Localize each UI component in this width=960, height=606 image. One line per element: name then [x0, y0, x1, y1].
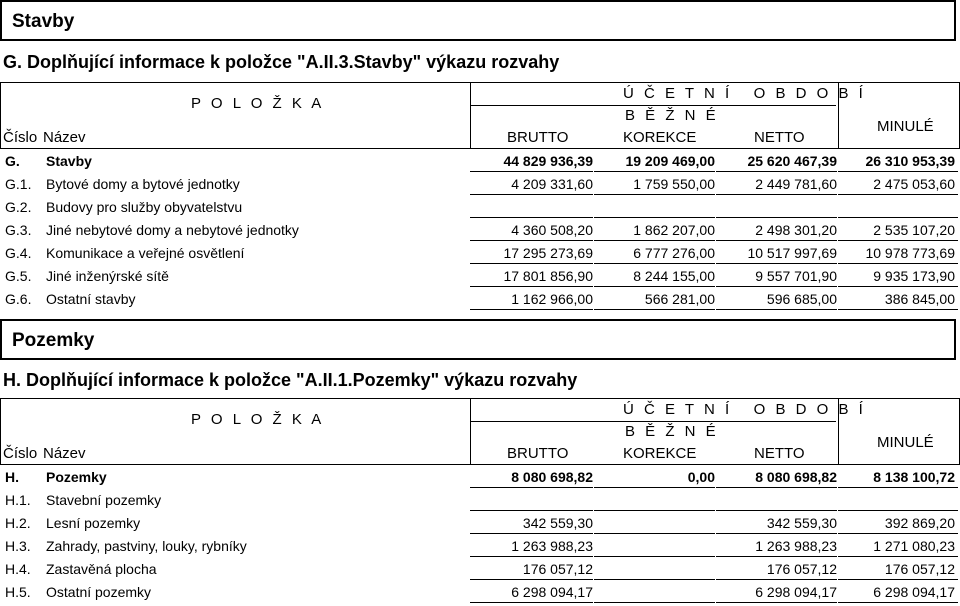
cell-brutto: 1 162 966,00 — [511, 291, 593, 307]
cell-korekce: 6 777 276,00 — [633, 245, 715, 261]
header-cislo: Číslo — [3, 445, 38, 462]
row-divider — [838, 263, 958, 264]
header-korekce: KOREKCE — [623, 129, 697, 146]
header-ucetni-obdobi: Ú Č E T N Í O B D O B Í — [623, 85, 866, 102]
row-divider — [470, 194, 593, 195]
cell-minule: 2 535 107,20 — [873, 222, 955, 238]
cell-minule: 10 978 773,69 — [865, 245, 955, 261]
header-minule: MINULÉ — [877, 434, 934, 451]
row-divider — [470, 309, 593, 310]
cell-nazev: Stavby — [46, 153, 92, 169]
section-title-box-stavby — [0, 0, 956, 41]
row-divider — [838, 579, 958, 580]
cell-nazev: Komunikace a veřejné osvětlení — [46, 245, 245, 261]
cell-cislo: G.4. — [5, 245, 32, 261]
row-divider — [594, 533, 715, 534]
cell-nazev: Zastavěná plocha — [46, 561, 157, 577]
row-divider — [594, 510, 715, 511]
row-divider — [838, 487, 958, 488]
row-divider — [470, 510, 593, 511]
cell-nazev: Pozemky — [46, 469, 107, 485]
section-title: Pozemky — [12, 330, 95, 351]
row-divider — [470, 240, 593, 241]
row-divider — [716, 602, 837, 603]
cell-brutto: 342 559,30 — [522, 515, 593, 531]
cell-cislo: G.5. — [5, 268, 32, 284]
cell-korekce: 19 209 469,00 — [625, 153, 715, 169]
header-netto: NETTO — [754, 129, 805, 146]
row-divider — [838, 194, 958, 195]
cell-korekce: 8 244 155,00 — [633, 268, 715, 284]
row-divider — [716, 217, 837, 218]
cell-brutto: 8 080 698,82 — [511, 469, 593, 485]
cell-nazev: Bytové domy a bytové jednotky — [46, 176, 240, 192]
row-divider — [594, 217, 715, 218]
cell-brutto: 4 209 331,60 — [511, 176, 593, 192]
cell-brutto: 17 295 273,69 — [503, 245, 593, 261]
cell-minule: 1 271 080,23 — [873, 538, 955, 554]
cell-brutto: 44 829 936,39 — [503, 153, 593, 169]
row-divider — [594, 263, 715, 264]
row-divider — [594, 487, 715, 488]
cell-nazev: Zahrady, pastviny, louky, rybníky — [46, 538, 247, 554]
cell-minule: 2 475 053,60 — [873, 176, 955, 192]
row-divider — [838, 556, 958, 557]
cell-netto: 2 498 301,20 — [755, 222, 837, 238]
row-divider — [716, 309, 837, 310]
header-polozka: P O L O Ž K A — [191, 95, 325, 112]
cell-korekce: 566 281,00 — [644, 291, 715, 307]
row-divider — [470, 171, 593, 172]
header-korekce: KOREKCE — [623, 445, 697, 462]
header-netto: NETTO — [754, 445, 805, 462]
cell-minule: 9 935 173,90 — [873, 268, 955, 284]
header-bezne: B Ě Ž N É — [625, 107, 719, 124]
cell-nazev: Lesní pozemky — [46, 515, 141, 531]
row-divider — [716, 533, 837, 534]
row-divider — [716, 556, 837, 557]
section-title-box-pozemky — [0, 319, 956, 360]
section-subtitle: H. Doplňující informace k položce "A.II.1.Pozemky" výkazu rozvahy — [3, 370, 578, 390]
cell-minule: 386 845,00 — [884, 291, 955, 307]
cell-nazev: Jiné inženýrské sítě — [46, 268, 169, 284]
cell-brutto: 4 360 508,20 — [511, 222, 593, 238]
row-divider — [716, 510, 837, 511]
cell-cislo: H.3. — [5, 538, 31, 554]
header-minule: MINULÉ — [877, 118, 934, 135]
cell-nazev: Ostatní stavby — [46, 291, 136, 307]
header-brutto: BRUTTO — [507, 129, 569, 146]
row-divider — [838, 510, 958, 511]
cell-cislo: G.1. — [5, 176, 32, 192]
row-divider — [470, 487, 593, 488]
cell-cislo: G.6. — [5, 291, 32, 307]
row-divider — [470, 533, 593, 534]
header-polozka: P O L O Ž K A — [191, 411, 325, 428]
row-divider — [594, 240, 715, 241]
cell-nazev: Jiné nebytové domy a nebytové jednotky — [46, 222, 299, 238]
row-divider — [470, 217, 593, 218]
row-divider — [838, 171, 958, 172]
cell-netto: 2 449 781,60 — [755, 176, 837, 192]
cell-cislo: G. — [5, 153, 20, 169]
row-divider — [470, 602, 593, 603]
row-divider — [594, 556, 715, 557]
row-divider — [716, 171, 837, 172]
header-brutto: BRUTTO — [507, 445, 569, 462]
cell-minule: 8 138 100,72 — [873, 469, 955, 485]
cell-korekce: 1 862 207,00 — [633, 222, 715, 238]
row-divider — [716, 487, 837, 488]
cell-netto: 8 080 698,82 — [755, 469, 837, 485]
cell-nazev: Ostatní pozemky — [46, 584, 152, 600]
row-divider — [838, 533, 958, 534]
cell-netto: 9 557 701,90 — [755, 268, 837, 284]
row-divider — [838, 217, 958, 218]
table-header — [0, 398, 960, 465]
cell-brutto: 17 801 856,90 — [503, 268, 593, 284]
cell-korekce: 1 759 550,00 — [633, 176, 715, 192]
section-subtitle: G. Doplňující informace k položce "A.II.3.Stavby" výkazu rozvahy — [3, 52, 560, 72]
row-divider — [838, 602, 958, 603]
row-divider — [716, 194, 837, 195]
row-divider — [594, 309, 715, 310]
header-nazev: Název — [43, 445, 86, 462]
cell-minule: 6 298 094,17 — [873, 584, 955, 600]
cell-netto: 25 620 467,39 — [747, 153, 837, 169]
cell-nazev: Budovy pro služby obyvatelstvu — [46, 199, 243, 215]
header-bezne: B Ě Ž N É — [625, 423, 719, 440]
cell-brutto: 6 298 094,17 — [511, 584, 593, 600]
cell-minule: 176 057,12 — [884, 561, 955, 577]
row-divider — [470, 579, 593, 580]
cell-minule: 392 869,20 — [884, 515, 955, 531]
cell-brutto: 176 057,12 — [522, 561, 593, 577]
row-divider — [470, 556, 593, 557]
cell-cislo: G.3. — [5, 222, 32, 238]
cell-nazev: Stavební pozemky — [46, 492, 162, 508]
row-divider — [594, 286, 715, 287]
cell-cislo: H.5. — [5, 584, 31, 600]
table-header — [0, 82, 960, 149]
header-nazev: Název — [43, 129, 86, 146]
row-divider — [594, 579, 715, 580]
row-divider — [838, 240, 958, 241]
cell-netto: 342 559,30 — [766, 515, 837, 531]
row-divider — [838, 286, 958, 287]
cell-netto: 1 263 988,23 — [755, 538, 837, 554]
row-divider — [594, 171, 715, 172]
section-title: Stavby — [12, 11, 75, 32]
header-ucetni-obdobi: Ú Č E T N Í O B D O B Í — [623, 401, 866, 418]
row-divider — [716, 286, 837, 287]
cell-cislo: H.4. — [5, 561, 31, 577]
cell-netto: 6 298 094,17 — [755, 584, 837, 600]
row-divider — [716, 240, 837, 241]
row-divider — [838, 309, 958, 310]
cell-korekce: 0,00 — [687, 469, 715, 485]
row-divider — [470, 263, 593, 264]
row-divider — [716, 579, 837, 580]
cell-brutto: 1 263 988,23 — [511, 538, 593, 554]
row-divider — [716, 263, 837, 264]
cell-cislo: H.1. — [5, 492, 31, 508]
cell-cislo: G.2. — [5, 199, 32, 215]
row-divider — [594, 602, 715, 603]
row-divider — [594, 194, 715, 195]
header-cislo: Číslo — [3, 129, 38, 146]
row-divider — [470, 286, 593, 287]
cell-minule: 26 310 953,39 — [865, 153, 955, 169]
cell-cislo: H. — [5, 469, 19, 485]
cell-netto: 10 517 997,69 — [747, 245, 837, 261]
cell-netto: 596 685,00 — [766, 291, 837, 307]
cell-netto: 176 057,12 — [766, 561, 837, 577]
cell-cislo: H.2. — [5, 515, 31, 531]
